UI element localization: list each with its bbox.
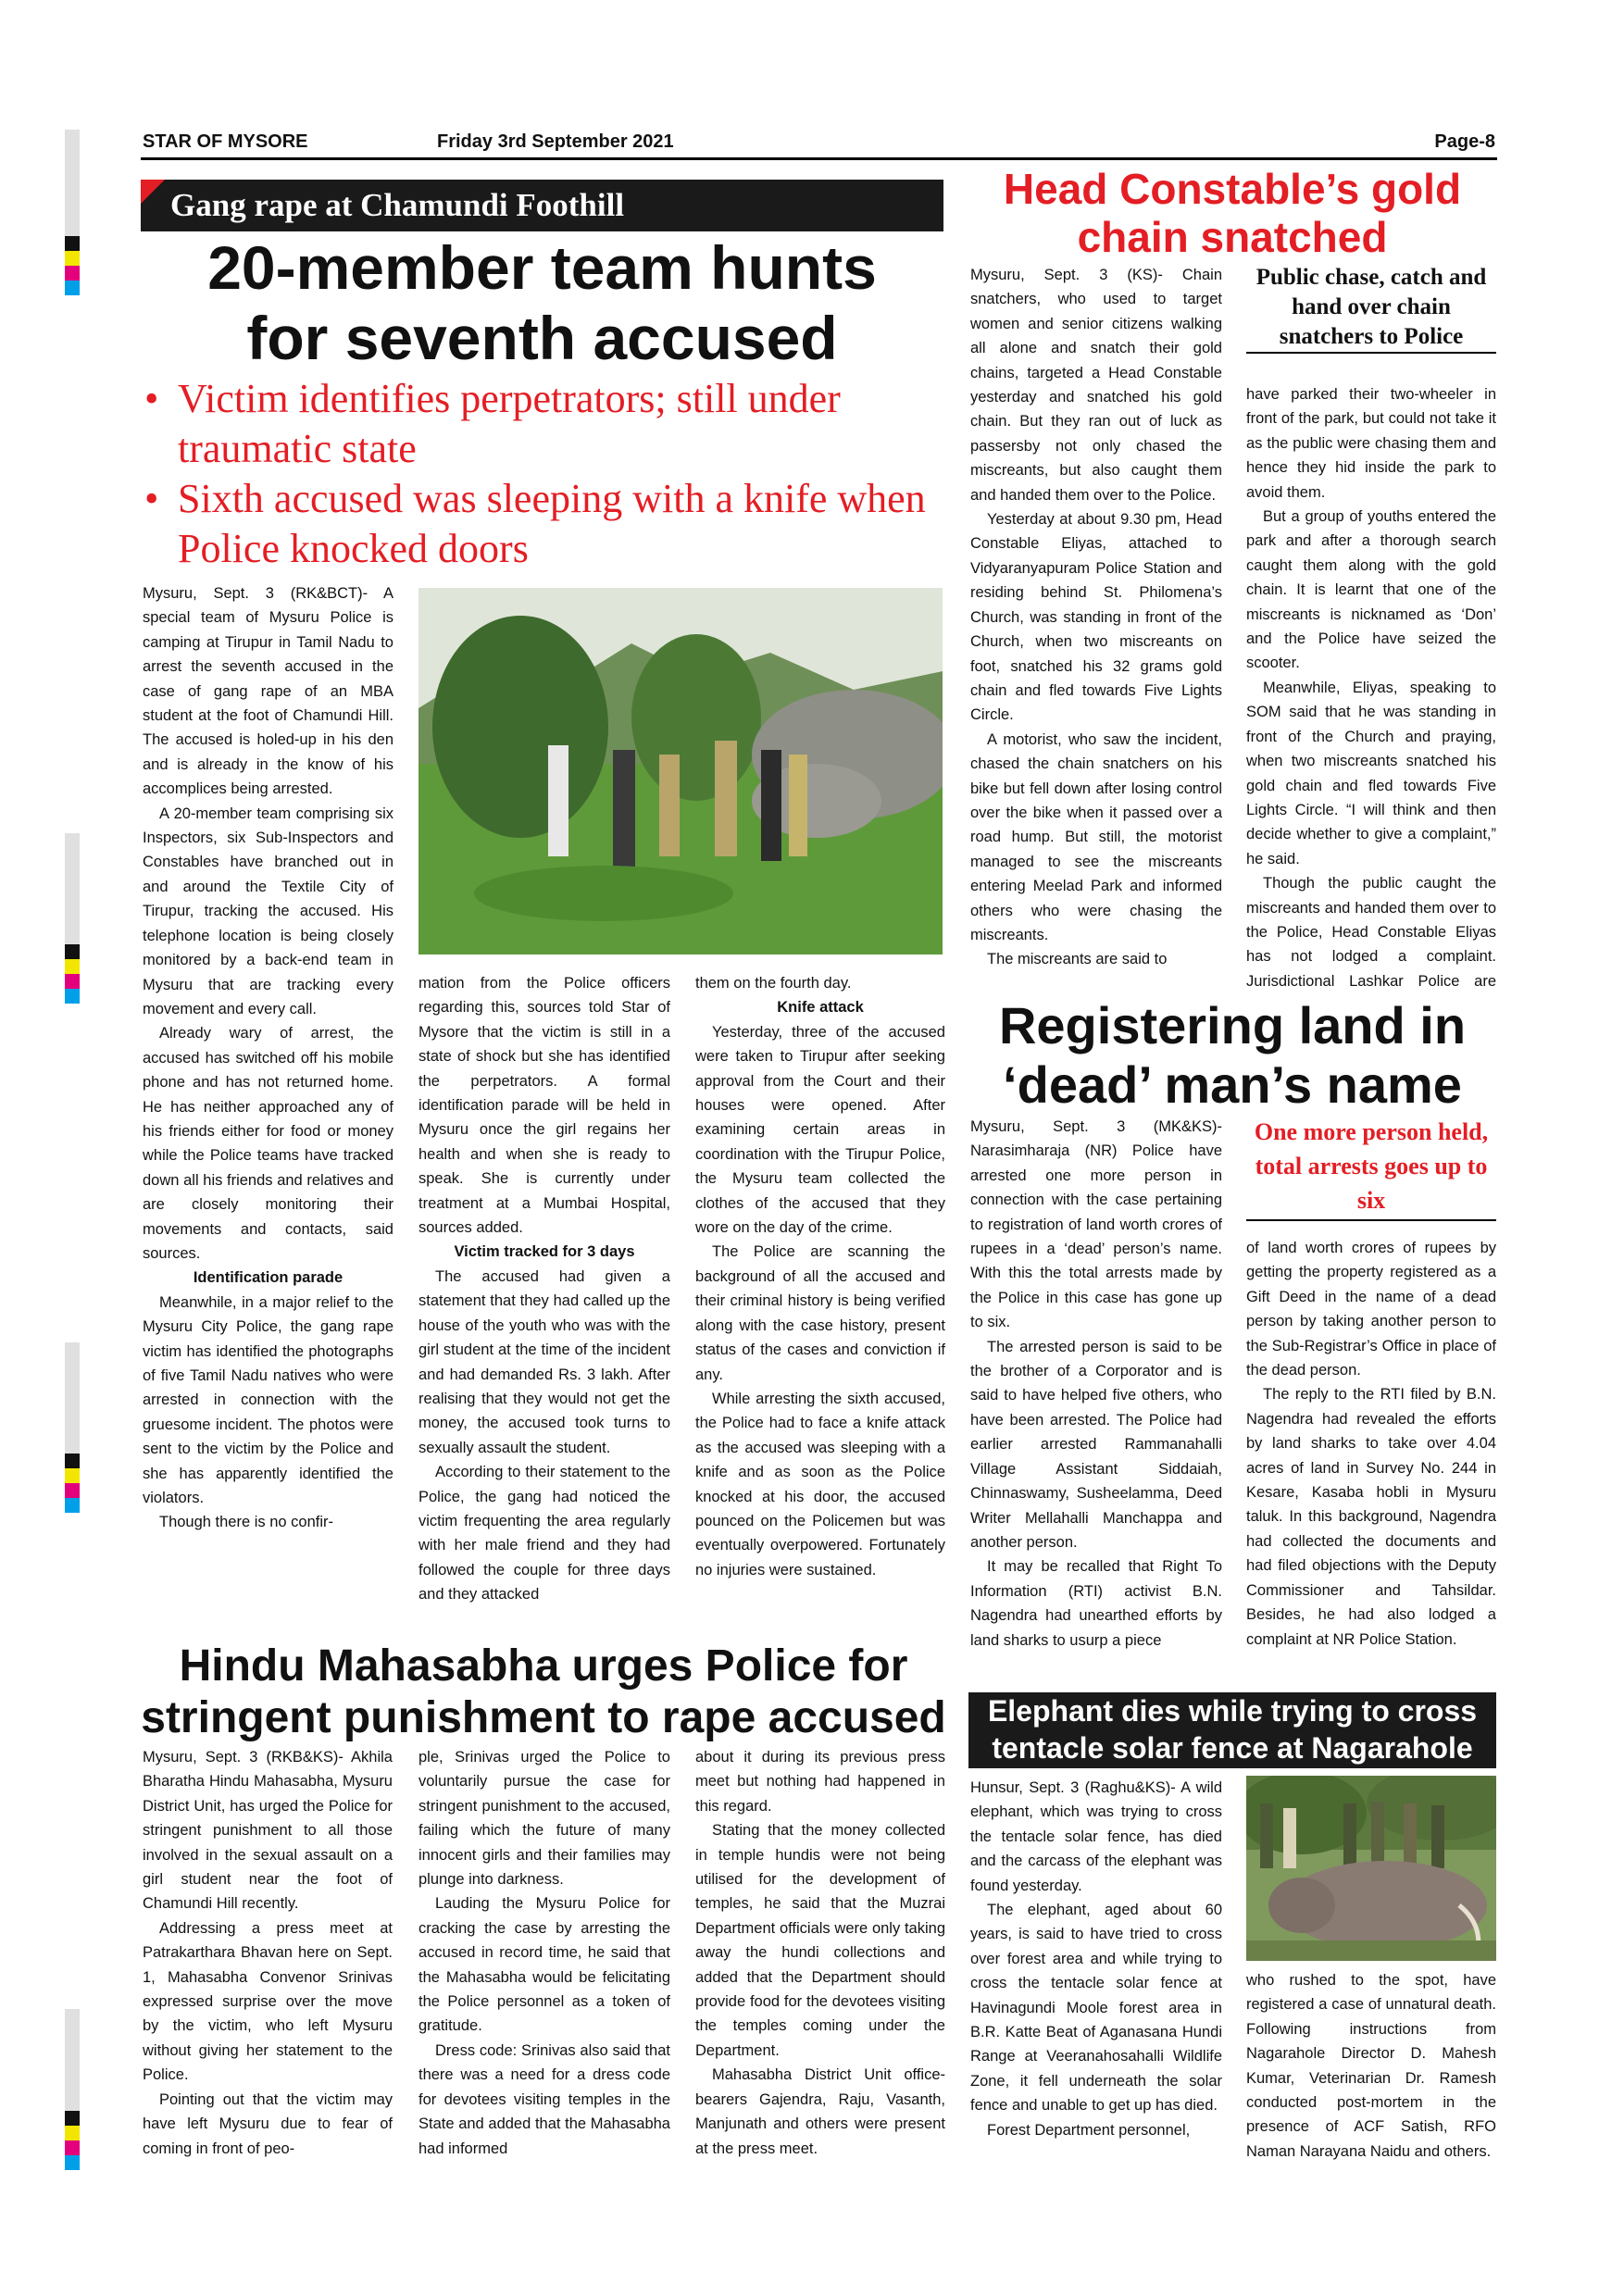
- subhead-knife-attack: Knife attack: [777, 999, 864, 1017]
- subhead-identification-parade: Identification parade: [193, 1269, 344, 1287]
- paper-name: STAR OF MYSORE: [143, 131, 308, 152]
- story2-column-2: ple, Srinivas urged the Police to voluntarily pursue the case for stringent punishment to the accused, failing which the future of many innocent girls and their families may plunge into darkness. Lauding the Mysuru Police for cracking the case by arresting the accused in record time, he said that the Mahasabha would be felicitating the Police personnel as a token of gratitude. Dress code: Srinivas also said that there was a need for a dress code for devotees visiting temples in the State and added that the Mahasabha had informed: [418, 1749, 670, 2157]
- photo-illustration: [418, 588, 943, 955]
- registration-marks-middle: [65, 833, 80, 1004]
- story5-headline: Elephant dies while trying to cross tentacle solar fence at Nagarahole: [968, 1692, 1496, 1768]
- story1-headline: 20-member team hunts for seventh accused: [207, 233, 877, 372]
- registration-marks-lower: [65, 1342, 80, 1513]
- dead-elephant-photo: [1246, 1776, 1496, 1961]
- story3-column-2: have parked their two-wheeler in front of the park, but could not take it as the public were chasing them and hence they hid inside the park to avoid them. But a group of youths entered the park and after a thorough search caught them along with the gold chain. It is learnt that one of the miscreants is nicknamed as ‘Don’ and the Police have seized the scooter. Meanwhile, Eliyas, speaking to SOM said that he was standing in front of the Church and praying, when two miscreants snatched his gold chain and fled towards Five Lights Circle. “I will think and then decide whether to give a complaint,” he said. Though the public caught the miscreants and handed them over to the Police, Head Constable Eliyas has not lodged a complaint. Jurisdictional Lashkar Police are: [1246, 386, 1496, 990]
- registration-marks-top: [65, 130, 80, 295]
- story4-column-2: of land worth crores of rupees by getting the property registered as a Gift Deed in the name of a dead person by taking another person to the Sub-Registrar’s Office in place of the dead person. The reply to the RTI filed by B.N. Nagendra had revealed the efforts by land sharks to take over 4.04 acres of land in Survey No. 244 in Kesare, Kasaba hobli in Mysuru taluk. In this background, Nagendra had collected the documents and had filed objections with the Deputy Commissioner and Tahsildar. Besides, he had also lodged a complaint at NR Police Station.: [1246, 1240, 1496, 1648]
- elephant-photo-illustration: [1246, 1776, 1496, 1961]
- page-header: [141, 130, 1497, 160]
- subhead-victim-tracked: Victim tracked for 3 days: [454, 1243, 635, 1261]
- story5-column-2: who rushed to the spot, have registered a case of unnatural death. Following instructions from Nagarahole Director D. Mahesh Kumar, Veterinarian Dr. Ramesh conducted post-mortem in the presence of ACF Satish, RFO Naman Narayana Naidu and others.: [1246, 1972, 1496, 2160]
- story1-kicker: Gang rape at Chamundi Foothill: [141, 180, 943, 231]
- story3-subhead: Public chase, catch and hand over chain snatchers to Police: [1246, 263, 1496, 354]
- issue-date: Friday 3rd September 2021: [437, 131, 674, 152]
- story4-headline: Registering land in ‘dead’ man’s name: [998, 996, 1467, 1114]
- story3-column-1: Mysuru, Sept. 3 (KS)- Chain snatchers, who used to target women and senior citizens walking all alone and snatch their gold chains, targeted a Head Constable yesterday and snatched his gold chain. But they ran out of luck as passersby not only chased the miscreants, but also caught them and handed them over to the Police. Yesterday at about 9.30 pm, Head Constable Eliyas, attached to Vidyaranyapuram Police Station and residing behind St. Philomena’s Church, was standing in front of the Church, when two miscreants on foot, snatched his 32 grams gold chain and fled towards Five Lights Circle. A motorist, who saw the incident, chased the chain snatchers on his bike but fell down after losing control over the bike when it passed over a road hump. But still, the motorist managed to see the miscreants entering Meelad Park and informed others who were chasing the miscreants. The miscreants are said to: [970, 267, 1222, 968]
- story5-column-1: Hunsur, Sept. 3 (Raghu&KS)- A wild elephant, which was trying to cross the tentacle solar fence, has died and the carcass of the elephant was found yesterday. The elephant, aged about 60 years, is said to have tried to cross over forest area and while trying to cross the tentacle solar fence at Havinagundi Moole forest area in B.R. Katte Beat of Aganasana Hundi Range at Veeranahosahalli Wildlife Zone, it fell underneath the solar fence and unable to get up has died. Forest Department personnel,: [970, 1779, 1222, 2139]
- story2-headline: Hindu Mahasabha urges Police for stringent punishment to rape accused: [141, 1641, 946, 1742]
- story4-column-1: Mysuru, Sept. 3 (MK&KS)- Narasimharaja (NR) Police have arrested one more person in connection with the case pertaining to registration of land worth crores of rupees in a ‘dead’ person’s name. With this the total arrests made by the Police in this case has gone up to six. The arrested person is said to be the brother of a Corporator and is said to have helped five others, who have been arrested. The Police had earlier arrested Rammanahalli Village Assistant Siddaiah, Chinnaswamy, Susheelamma, Deed Writer Mellahalli Manchappa and another person. It may be recalled that Right To Information (RTI) activist B.N. Nagendra had unearthed efforts by land sharks to usurp a piece: [970, 1118, 1222, 1649]
- police-team-at-hill-photo: [418, 588, 943, 955]
- story2-column-3: about it during its previous press meet but nothing had happened in this regard. Stating that the money collected in temple hundis were not being utilised for the development of temples, he said that the Muzrai Department officials were only taking away the hundi collections and added that the Department should provide food for the devotees visiting the temples coming under the Department. Mahasabha District Unit office-bearers Gajendra, Raju, Vasanth, Manjunath and others were present at the press meet.: [695, 1749, 945, 2157]
- story1-column-2: mation from the Police officers regarding this, sources told Star of Mysore that the victim is still in a state of shock but she has identified the perpetrators. A formal identification parade will be held in Mysuru once the girl regains her health and when she is ready to speak. She is currently under treatment at a Mumbai Hospital, sources added. Victim tracked for 3 days The accused had given a statement that they had called up the house of the youth who was with the girl student at the time of the incident and had demanded Rs. 3 lakh. After realising that they would not get the money, the accused took turns to sexually assault the student. According to their statement to the Police, the gang had noticed the victim frequenting the area regularly with her male friend and they had followed the couple for three days and they attacked: [418, 975, 670, 1603]
- kicker-red-corner: [141, 180, 165, 204]
- story3-headline: Head Constable’s gold chain snatched: [1003, 165, 1462, 261]
- bullet-2: • Sixth accused was sleeping with a knife when Police knocked doors: [144, 474, 948, 574]
- story1-column-1: Mysuru, Sept. 3 (RK&BCT)- A special team of Mysuru Police is camping at Tirupur in Tamil Nadu to arrest the seventh accused in the case of gang rape of an MBA student at the foot of Chamundi Hill. The accused is holed-up in his den and is already in the know of his accomplices being arrested. A 20-member team comprising six Inspectors, six Sub-Inspectors and Constables have branched out in and around the Textile City of Tirupur, tracking the accused. His telephone location is being closely monitored by a back-end team in Mysuru that are tracking every movement and every call. Already wary of arrest, the accused has switched off his mobile phone and has not returned home. He has neither approached any of his friends either for food or money while the Police teams have tracked down all his friends and relatives and are closely monitoring their movements and contacts, said sources. Identification parade Meanwhile, in a major relief to the Mysuru City Police, the gang rape victim has identified the photographs of five Tamil Nadu natives who were arrested in connection with the gruesome incident. The photos were sent to the victim by the Police and she has apparently identified the violators. Though there is no confir-: [143, 585, 394, 1531]
- bullet-1: • Victim identifies perpetrators; still under traumatic state: [144, 374, 948, 474]
- story1-bullets: [144, 374, 948, 574]
- story1-column-3: them on the fourth day. Knife attack Yesterday, three of the accused were taken to Tirupur after seeking approval from the Court and their houses were opened. After examining certain areas in coordination with the Tirupur Police, the Mysuru team collected the clothes of the accused that they wore on the day of the crime. The Police are scanning the background of all the accused and their criminal history is being verified along with the case history, present status of the cases and conviction if any. While arresting the sixth accused, the Police had to face a knife attack as the accused was sleeping with a knife and as soon as the Police knocked at his door, the accused pounced on the Policemen but was eventually overpowered. Fortunately no injuries were sustained.: [695, 975, 945, 1578]
- story2-column-1: Mysuru, Sept. 3 (RKB&KS)- Akhila Bharatha Hindu Mahasabha, Mysuru District Unit, has urged the Police for stringent punishment to all those involved in the sexual assault on a girl student near the foot of Chamundi Hill recently. Addressing a press meet at Patrakarthara Bhavan here on Sept. 1, Mahasabha Convenor Srinivas expressed surprise over the move by the victim, who left Mysuru without giving her statement to the Police. Pointing out that the victim may have left Mysuru due to fear of coming in front of peo-: [143, 1749, 393, 2157]
- story4-subhead: One more person held, total arrests goes up to six: [1246, 1115, 1496, 1221]
- registration-marks-bottom: [65, 2009, 80, 2170]
- page-number: Page-8: [1434, 131, 1495, 152]
